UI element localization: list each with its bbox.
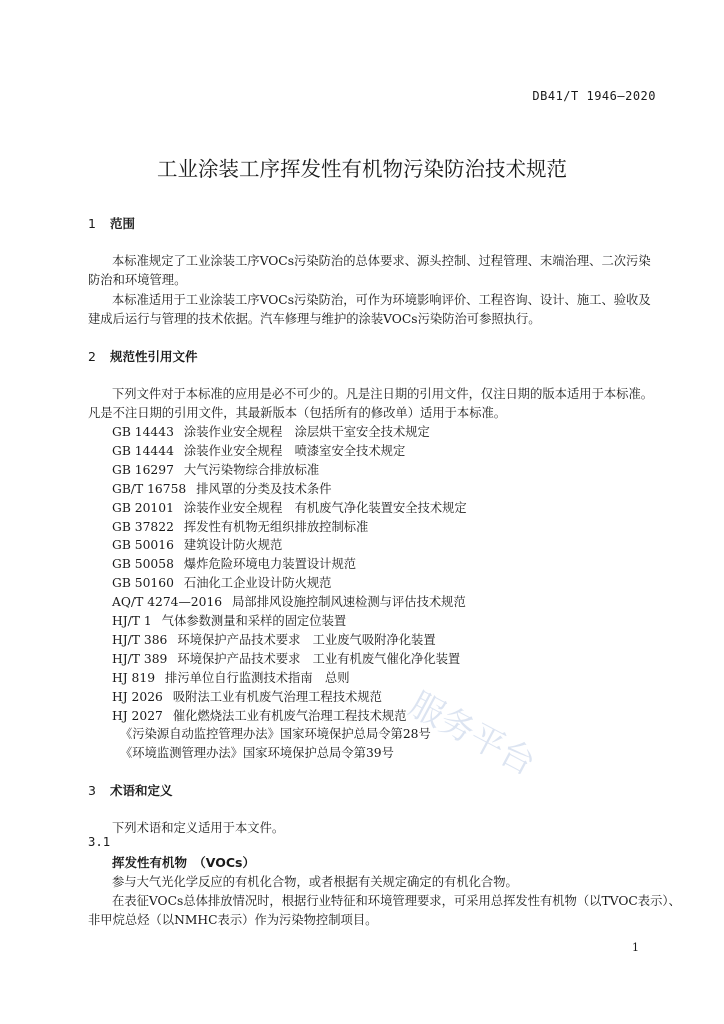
reference-item — [112, 460, 319, 478]
paragraph-line: 下列文件对于本标准的应用是必不可少的。凡是注日期的引用文件，仅注日期的版本适用于本标准。 — [112, 387, 654, 401]
term-note-line: 在表征VOCs总体排放情况时，根据行业特征和环境管理要求，可采用总挥发性有机物（以TVOC表示）、 — [112, 894, 681, 908]
reference-item — [112, 592, 466, 610]
reference-title: 石油化工企业设计防火规范 — [183, 576, 332, 591]
reference-item — [112, 498, 467, 516]
reference-code: HJ 2026 — [112, 689, 163, 704]
reference-title: 排污单位自行监测技术指南 总则 — [165, 670, 350, 685]
reference-item — [112, 479, 332, 497]
reference-title: 环境保护产品技术要求 工业废气吸附净化装置 — [177, 632, 436, 647]
reference-code: GB 14444 — [112, 443, 174, 458]
reference-item — [112, 706, 407, 724]
reference-item — [112, 573, 331, 591]
reference-title: 局部排风设施控制风速检测与评估技术规范 — [232, 595, 466, 610]
reference-item — [112, 422, 430, 440]
reference-item — [112, 554, 356, 572]
reference-title: 气体参数测量和采样的固定位装置 — [161, 614, 347, 628]
reference-item — [112, 441, 405, 459]
watermark-text: 服务平台 — [402, 684, 542, 784]
section-2-heading — [88, 347, 198, 365]
reference-item — [112, 668, 350, 686]
paragraph-line: 本标准规定了工业涂装工序VOCs污染防治的总体要求、源头控制、过程管理、末端治理、二次污染 — [112, 254, 651, 268]
reference-code: GB 50160 — [112, 576, 174, 591]
section-3-heading — [88, 781, 173, 799]
document-title: 工业涂装工序挥发性有机物污染防治技术规范 — [157, 157, 567, 181]
term-note-line: 非甲烷总烃（以NMHC表示）作为污染物控制项目。 — [88, 913, 378, 927]
section-1-heading — [88, 214, 135, 232]
referenced-document: 《污染源自动监控管理办法》国家环境保护总局令第28号 — [120, 727, 431, 741]
reference-title: 涂装作业安全规程 喷漆室安全技术规定 — [183, 443, 406, 458]
reference-item — [112, 630, 436, 648]
reference-code: GB 50058 — [112, 557, 174, 572]
document-number: DB41/T 1946—2020 — [532, 89, 656, 103]
paragraph-line: 建成后运行与管理的技术依据。汽车修理与维护的涂装VOCs污染防治可参照执行。 — [88, 312, 541, 326]
reference-title: 挥发性有机物无组织排放控制标准 — [183, 519, 369, 534]
term-title: 挥发性有机物 （VOCs） — [112, 855, 255, 870]
reference-code: HJ 819 — [112, 670, 156, 685]
reference-item — [112, 611, 346, 629]
reference-item — [112, 649, 460, 667]
reference-title: 催化燃烧法工业有机废气治理工程技术规范 — [172, 708, 407, 723]
section-title: 范围 — [110, 216, 136, 231]
reference-title: 涂装作业安全规程 涂层烘干室安全技术规定 — [183, 425, 430, 439]
reference-title: 大气污染物综合排放标准 — [183, 462, 320, 477]
reference-item — [112, 535, 282, 553]
reference-code: HJ/T 1 — [112, 614, 152, 628]
section-title: 术语和定义 — [110, 783, 173, 798]
reference-code: GB 16297 — [112, 462, 174, 477]
reference-code: HJ/T 386 — [112, 632, 168, 647]
reference-title: 爆炸危险环境电力装置设计规范 — [183, 557, 357, 572]
section-number: 1 — [88, 216, 96, 231]
reference-title: 吸附法工业有机废气治理工程技术规范 — [172, 689, 382, 704]
section-number: 2 — [88, 349, 96, 364]
section-number: 3 — [88, 783, 96, 798]
reference-code: GB 37822 — [112, 519, 174, 534]
referenced-document: 《环境监测管理办法》国家环境保护总局令第39号 — [120, 746, 394, 760]
reference-title: 环境保护产品技术要求 工业有机废气催化净化装置 — [177, 651, 461, 666]
reference-code: GB 50016 — [112, 538, 174, 553]
reference-item — [112, 517, 368, 535]
paragraph-line: 防治和环境管理。 — [88, 273, 187, 287]
reference-code: GB 20101 — [112, 500, 174, 515]
term-number: 3.1 — [88, 835, 111, 849]
paragraph-line: 凡是不注日期的引用文件，其最新版本（包括所有的修改单）适用于本标准。 — [88, 406, 507, 420]
reference-title: 涂装作业安全规程 有机废气净化装置安全技术规定 — [183, 500, 467, 515]
reference-title: 排风罩的分类及技术条件 — [196, 481, 332, 496]
section-title: 规范性引用文件 — [110, 349, 198, 364]
paragraph-line: 下列术语和定义适用于本文件。 — [112, 821, 285, 835]
reference-code: HJ 2027 — [112, 708, 163, 723]
reference-title: 建筑设计防火规范 — [183, 538, 283, 553]
reference-code: GB/T 16758 — [112, 481, 187, 496]
reference-code: AQ/T 4274—2016 — [112, 595, 223, 610]
term-definition: 参与大气光化学反应的有机化合物，或者根据有关规定确定的有机化合物。 — [112, 875, 518, 889]
reference-code: HJ/T 389 — [112, 651, 168, 666]
reference-code: GB 14443 — [112, 425, 174, 439]
reference-item — [112, 687, 382, 705]
paragraph-line: 本标准适用于工业涂装工序VOCs污染防治，可作为环境影响评价、工程咨询、设计、施工、验收及 — [112, 293, 651, 307]
page-number: 1 — [632, 941, 639, 954]
